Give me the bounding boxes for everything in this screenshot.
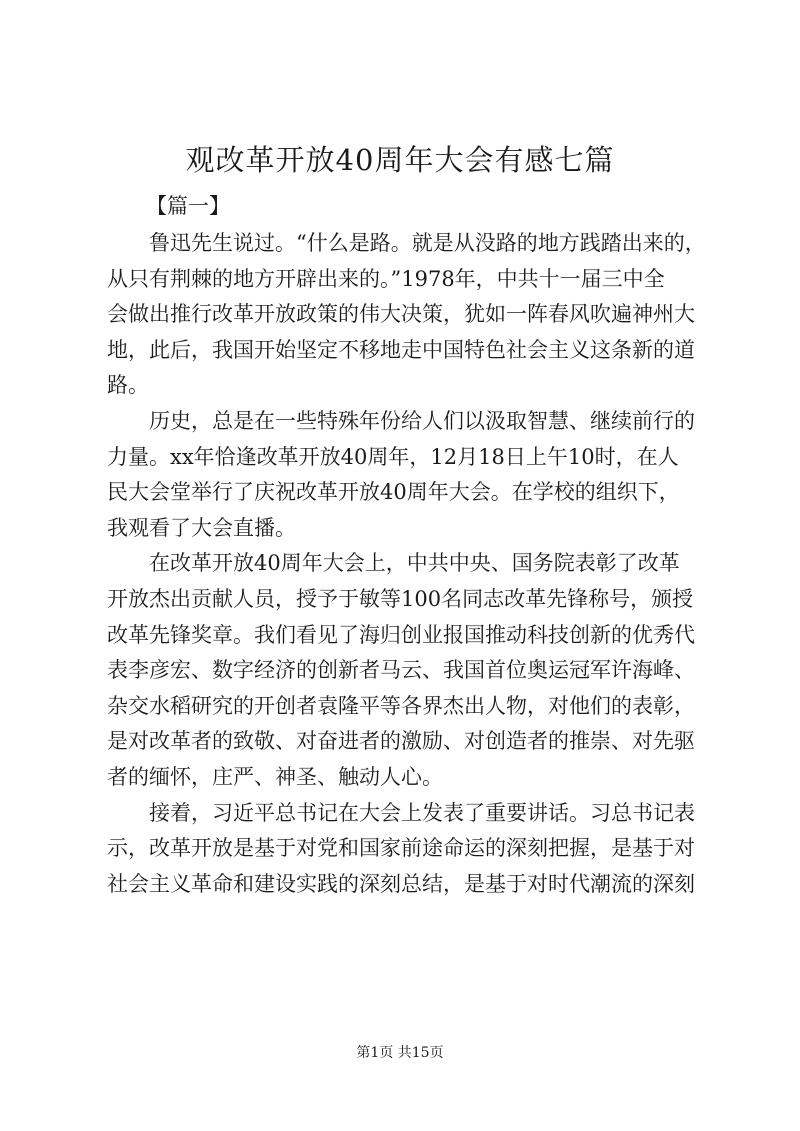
text-line: 改革先锋奖章。我们看见了海归创业报国推动科技创新的优秀代 — [107, 622, 695, 647]
text-line: 我观看了大会直播。 — [107, 515, 296, 540]
text-line: 者的缅怀，庄严、神圣、触动人心。 — [107, 764, 443, 789]
text-line: 从只有荆棘的地方开辟出来的。”1978年，中共十一届三中全 — [107, 266, 665, 291]
text-line: 民大会堂举行了庆祝改革开放40周年大会。在学校的组织下， — [107, 480, 680, 505]
document-body — [107, 226, 707, 902]
text-line: 示，改革开放是基于对党和国家前途命运的深刻把握，是基于对 — [107, 836, 695, 861]
text-line: 在改革开放40周年大会上，中共中央、国务院表彰了改革 — [149, 551, 680, 576]
text-line: 地，此后，我国开始坚定不移地走中国特色社会主义这条新的道 — [107, 337, 695, 362]
text-line: 路。 — [107, 373, 149, 398]
text-line: 社会主义革命和建设实践的深刻总结，是基于对时代潮流的深刻 — [107, 871, 695, 896]
text-line: 力量。xx年恰逢改革开放40周年，12月18日上午10时，在人 — [107, 444, 679, 469]
paragraph — [107, 796, 707, 903]
paragraph — [107, 404, 707, 546]
text-line: 杂交水稻研究的开创者袁隆平等各界杰出人物，对他们的表彰， — [107, 693, 695, 718]
page-footer: 第1页 共15页 — [356, 1045, 444, 1061]
paragraph — [107, 226, 707, 404]
text-line: 接着，习近平总书记在大会上发表了重要讲话。习总书记表 — [149, 800, 695, 825]
text-line: 会做出推行改革开放政策的伟大决策，犹如一阵春风吹遍神州大 — [107, 302, 695, 327]
document-title: 观改革开放40周年大会有感七篇 — [185, 143, 615, 177]
section-label: 【篇一】 — [146, 194, 230, 218]
text-line: 历史，总是在一些特殊年份给人们以汲取智慧、继续前行的 — [149, 408, 695, 433]
text-line: 表李彦宏、数字经济的创新者马云、我国首位奥运冠军许海峰、 — [107, 658, 695, 683]
text-line: 开放杰出贡献人员，授予于敏等100名同志改革先锋称号，颁授 — [107, 586, 694, 611]
text-line: 是对改革者的致敬、对奋进者的激励、对创造者的推崇、对先驱 — [107, 729, 695, 754]
paragraph — [107, 546, 707, 795]
text-line: 鲁迅先生说过。“什么是路。就是从没路的地方践踏出来的， — [149, 231, 706, 255]
